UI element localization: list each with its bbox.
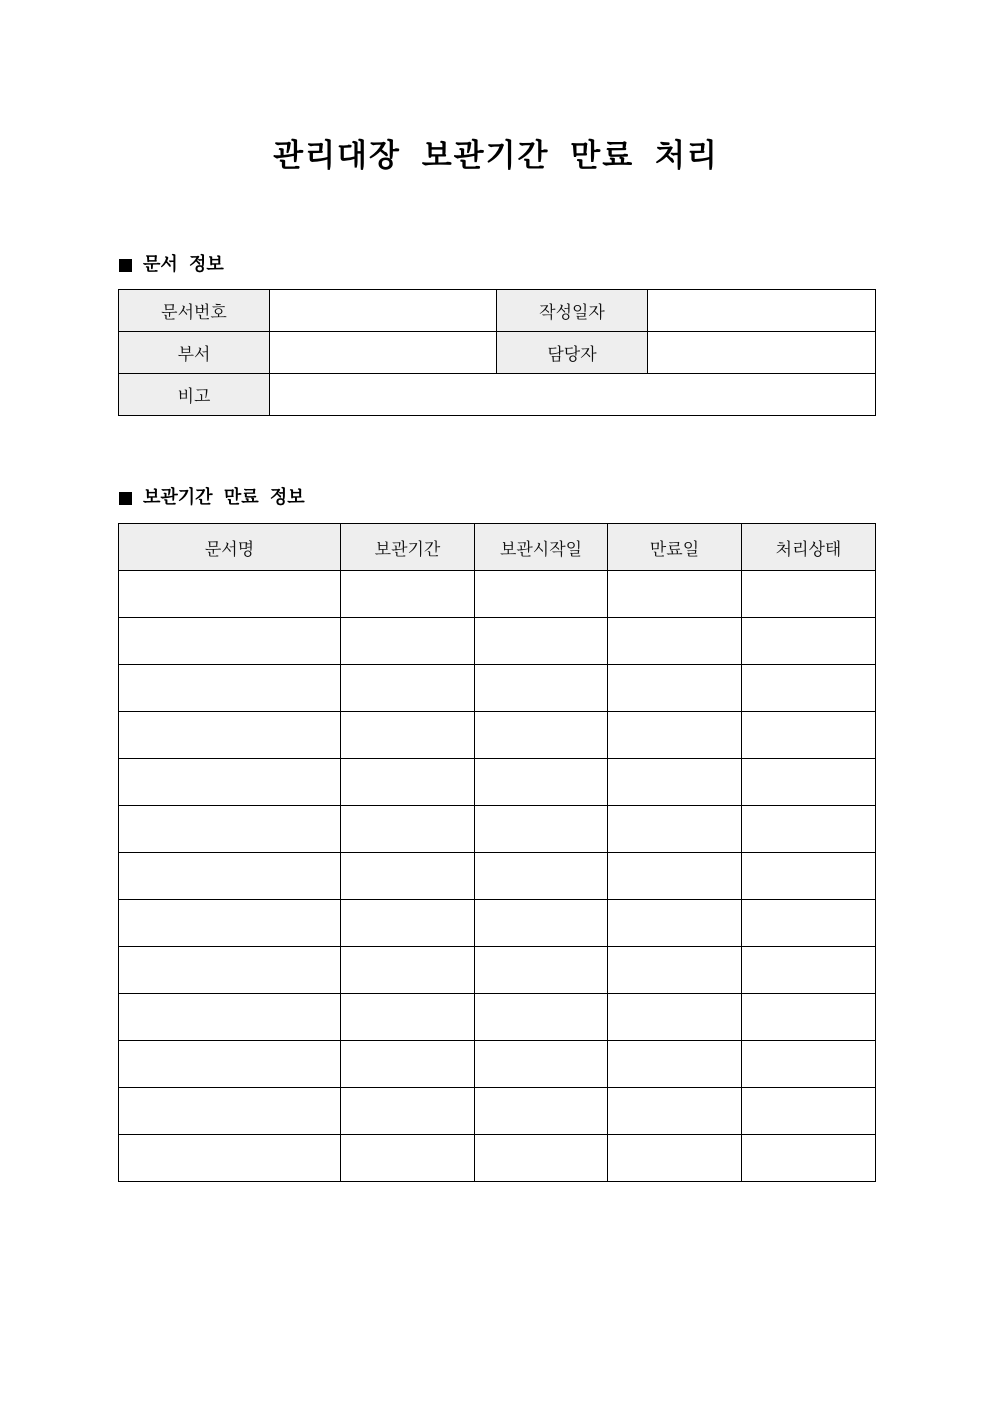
status-cell[interactable]: [742, 994, 876, 1041]
manager-field[interactable]: [648, 332, 876, 374]
status-cell[interactable]: [742, 665, 876, 712]
column-header-status: 처리상태: [742, 524, 876, 571]
retention-start-cell[interactable]: [475, 853, 608, 900]
table-row: [119, 1135, 876, 1182]
status-cell[interactable]: [742, 1088, 876, 1135]
expiry-info-table: [118, 523, 876, 1182]
retention-start-cell[interactable]: [475, 900, 608, 947]
expiry-date-cell[interactable]: [608, 900, 742, 947]
table-row: [119, 290, 876, 332]
retention-period-cell[interactable]: [341, 900, 475, 947]
status-cell[interactable]: [742, 571, 876, 618]
expiry-table-body: [119, 571, 876, 1182]
section-heading-text: 문서 정보: [143, 254, 224, 275]
retention-start-cell[interactable]: [475, 994, 608, 1041]
table-row: [119, 712, 876, 759]
expiry-date-cell[interactable]: [608, 712, 742, 759]
retention-period-cell[interactable]: [341, 947, 475, 994]
section-heading-document-info: [119, 253, 224, 277]
column-header-retention-start: 보관시작일: [475, 524, 608, 571]
expiry-date-cell[interactable]: [608, 947, 742, 994]
retention-period-cell[interactable]: [341, 571, 475, 618]
status-cell[interactable]: [742, 1041, 876, 1088]
remarks-label: 비고: [119, 374, 270, 416]
retention-start-cell[interactable]: [475, 712, 608, 759]
expiry-date-cell[interactable]: [608, 571, 742, 618]
retention-start-cell[interactable]: [475, 571, 608, 618]
section-heading-expiry-info: [119, 486, 305, 510]
status-cell[interactable]: [742, 1135, 876, 1182]
table-row: [119, 900, 876, 947]
doc-number-label: 문서번호: [119, 290, 270, 332]
black-square-icon: [119, 492, 132, 505]
table-row: [119, 853, 876, 900]
expiry-date-cell[interactable]: [608, 853, 742, 900]
retention-start-cell[interactable]: [475, 665, 608, 712]
doc-name-cell[interactable]: [119, 665, 341, 712]
retention-start-cell[interactable]: [475, 1041, 608, 1088]
expiry-date-cell[interactable]: [608, 806, 742, 853]
retention-period-cell[interactable]: [341, 853, 475, 900]
table-header-row: [119, 524, 876, 571]
retention-start-cell[interactable]: [475, 947, 608, 994]
retention-period-cell[interactable]: [341, 759, 475, 806]
retention-start-cell[interactable]: [475, 1135, 608, 1182]
table-row: [119, 1088, 876, 1135]
status-cell[interactable]: [742, 806, 876, 853]
expiry-date-cell[interactable]: [608, 665, 742, 712]
doc-name-cell[interactable]: [119, 1041, 341, 1088]
retention-period-cell[interactable]: [341, 665, 475, 712]
table-row: [119, 332, 876, 374]
table-row: [119, 947, 876, 994]
status-cell[interactable]: [742, 900, 876, 947]
retention-period-cell[interactable]: [341, 618, 475, 665]
document-info-table: [118, 289, 876, 416]
column-header-doc-name: 문서명: [119, 524, 341, 571]
table-row: [119, 374, 876, 416]
section-heading-text: 보관기간 만료 정보: [143, 487, 305, 508]
doc-name-cell[interactable]: [119, 1135, 341, 1182]
column-header-expiry-date: 만료일: [608, 524, 742, 571]
doc-name-cell[interactable]: [119, 712, 341, 759]
doc-name-cell[interactable]: [119, 900, 341, 947]
department-field[interactable]: [270, 332, 497, 374]
status-cell[interactable]: [742, 947, 876, 994]
doc-name-cell[interactable]: [119, 994, 341, 1041]
retention-start-cell[interactable]: [475, 1088, 608, 1135]
table-row: [119, 665, 876, 712]
doc-name-cell[interactable]: [119, 806, 341, 853]
status-cell[interactable]: [742, 759, 876, 806]
retention-period-cell[interactable]: [341, 1088, 475, 1135]
status-cell[interactable]: [742, 853, 876, 900]
doc-name-cell[interactable]: [119, 947, 341, 994]
table-row: [119, 994, 876, 1041]
manager-label: 담당자: [497, 332, 648, 374]
retention-period-cell[interactable]: [341, 806, 475, 853]
expiry-date-cell[interactable]: [608, 1041, 742, 1088]
expiry-date-cell[interactable]: [608, 618, 742, 665]
retention-start-cell[interactable]: [475, 618, 608, 665]
retention-start-cell[interactable]: [475, 806, 608, 853]
expiry-date-cell[interactable]: [608, 1088, 742, 1135]
table-row: [119, 618, 876, 665]
retention-period-cell[interactable]: [341, 712, 475, 759]
expiry-date-cell[interactable]: [608, 1135, 742, 1182]
table-row: [119, 1041, 876, 1088]
doc-number-field[interactable]: [270, 290, 497, 332]
expiry-date-cell[interactable]: [608, 994, 742, 1041]
expiry-date-cell[interactable]: [608, 759, 742, 806]
doc-name-cell[interactable]: [119, 618, 341, 665]
retention-start-cell[interactable]: [475, 759, 608, 806]
table-row: [119, 759, 876, 806]
retention-period-cell[interactable]: [341, 1135, 475, 1182]
doc-name-cell[interactable]: [119, 759, 341, 806]
remarks-field[interactable]: [270, 374, 876, 416]
doc-name-cell[interactable]: [119, 1088, 341, 1135]
status-cell[interactable]: [742, 712, 876, 759]
retention-period-cell[interactable]: [341, 994, 475, 1041]
department-label: 부서: [119, 332, 270, 374]
retention-period-cell[interactable]: [341, 1041, 475, 1088]
doc-name-cell[interactable]: [119, 571, 341, 618]
status-cell[interactable]: [742, 618, 876, 665]
created-date-label: 작성일자: [497, 290, 648, 332]
doc-name-cell[interactable]: [119, 853, 341, 900]
created-date-field[interactable]: [648, 290, 876, 332]
table-row: [119, 571, 876, 618]
black-square-icon: [119, 259, 132, 272]
table-row: [119, 806, 876, 853]
page-title: 관리대장 보관기간 만료 처리: [273, 138, 719, 174]
column-header-retention-period: 보관기간: [341, 524, 475, 571]
